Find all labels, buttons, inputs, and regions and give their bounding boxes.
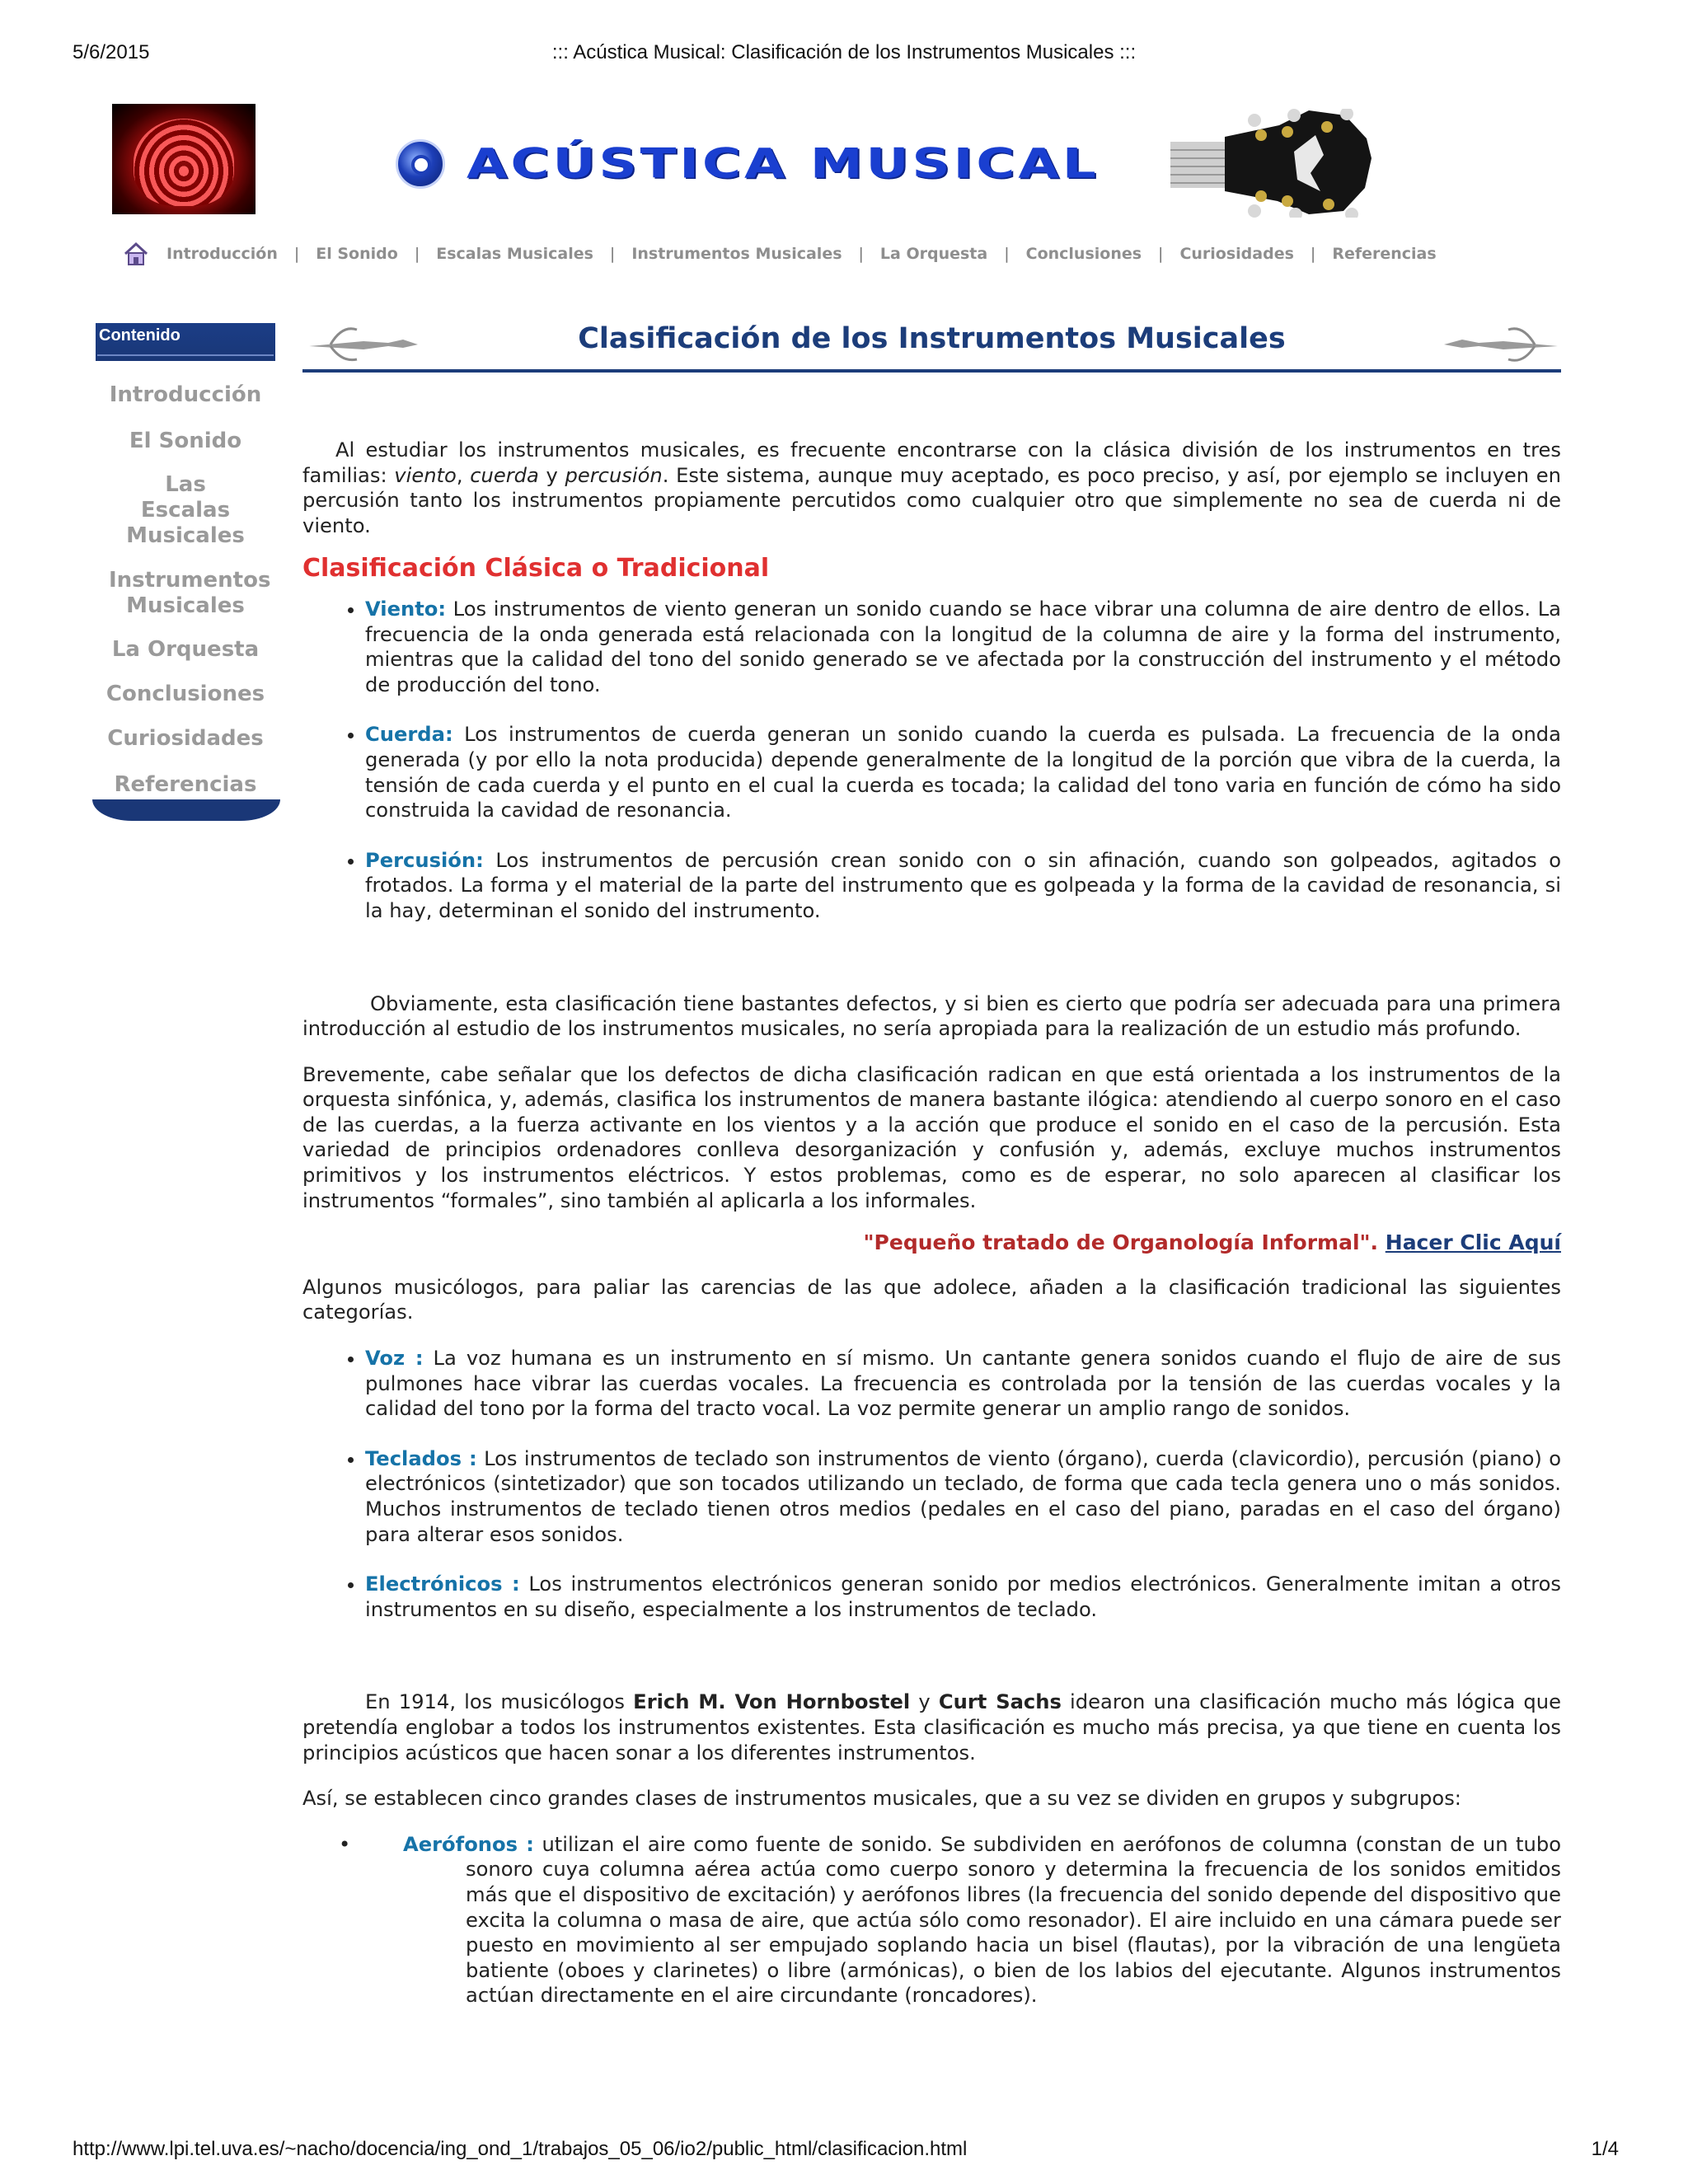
home-icon[interactable] xyxy=(122,240,150,268)
sidebar-item-el-sonido[interactable]: El Sonido xyxy=(129,429,242,453)
site-logo-text: ACÚSTICA MUSICAL xyxy=(467,140,1100,188)
treatise-quote: "Pequeño tratado de Organología Informal". xyxy=(863,1230,1379,1255)
topnav-conclusiones[interactable]: Conclusiones xyxy=(1025,245,1142,263)
extra-categories-intro: Algunos musicólogos, para paliar las carencias de las que adolece, añaden a la clasificación tradicional las siguientes categorías. xyxy=(302,1275,1561,1324)
extra-categories-list xyxy=(302,1346,1561,1622)
topnav-separator: | xyxy=(293,245,300,263)
classic-list xyxy=(302,597,1561,924)
topnav-referencias[interactable]: Referencias xyxy=(1332,245,1437,263)
main-content xyxy=(302,320,1561,2008)
sidebar-item-conclusiones[interactable]: Conclusiones xyxy=(106,682,265,706)
five-classes-paragraph: Así, se establecen cinco grandes clases de instrumentos musicales, que a su vez se dividen en grupos y subgrupos: xyxy=(302,1787,1461,1811)
topnav-instrumentos-musicales[interactable]: Instrumentos Musicales xyxy=(631,245,842,263)
sidebar-item-las-escalas-musicales[interactable]: Las Escalas Musicales xyxy=(126,472,245,548)
title-row xyxy=(302,320,1561,377)
top-navigation xyxy=(122,236,1437,272)
print-title: ::: Acústica Musical: Clasificación de los Instrumentos Musicales ::: xyxy=(551,41,1137,63)
treatise-link[interactable]: Hacer Clic Aquí xyxy=(1385,1230,1561,1255)
site-logo[interactable] xyxy=(396,138,1100,190)
topnav-separator: | xyxy=(414,245,420,263)
list-item: • Aerófonos : utilizan el aire como fuente de sonido. Se subdividen en aerófonos de columna (constan de un tubo sonoro cuya columna aérea actúa como cuerpo sonoro y determina la frecuencia de los sonidos emitidos más que el dispositivo de excitación) y aerófonos libres (la frecuencia del sonido depende del dispositivo que excita la columna o masa de aire, que actúa sólo como resonador). El aire incluido en una cámara puede ser puesto en movimiento al ser empujado soplando hacia un bisel (flautas), por la vibración de una lengüeta batiente (oboes y clarinetes) o libre (armónicas), o bien de los labios del ejecutante. Algunos instrumentos actúan directamente en el aire circundante (roncadores). xyxy=(339,1832,1561,2008)
topnav-separator: | xyxy=(858,245,864,263)
topnav-separator: | xyxy=(1310,245,1316,263)
print-page-number: 1/4 xyxy=(1591,2138,1619,2160)
sidebar-item-curiosidades[interactable]: Curiosidades xyxy=(107,726,264,751)
list-item: • Viento: Los instrumentos de viento generan un sonido cuando se hace vibrar una columna de aire dentro de ellos. La frecuencia de la onda generada está relacionada con la longitud de la columna de aire y la forma del instrumento, mientras que la calidad del tono del sonido generado se ve afectada por la construcción del instrumento y el método de producción del tono. xyxy=(365,597,1561,697)
list-item: • Cuerda: Los instrumentos de cuerda generan un sonido cuando la cuerda es pulsada. La frecuencia de la onda generada (y por ello la nota producida) depende generalmente de la longitud de la porción que vibra de la cuerda, la tensión de cada cuerda y el punto en el cual la cuerda es tocada; la calidad del tono varia en función de cómo ha sido construida la cavidad de resonancia. xyxy=(365,722,1561,823)
list-item: • Teclados : Los instrumentos de teclado son instrumentos de viento (órgano), cuerda (clavicordio), percusión (piano) o electrónicos (sintetizador) que son tocados utilizando un teclado, de forma que cada tecla genera uno o más sonidos. Muchos instrumentos de teclado tienen otros medios (pedales en el caso del piano, paradas en el caso del órgano) para alterar esos sonidos. xyxy=(365,1446,1561,1547)
sidebar-item-referencias[interactable]: Referencias xyxy=(114,772,257,797)
topnav-separator: | xyxy=(1004,245,1010,263)
topnav-separator: | xyxy=(1158,245,1164,263)
topnav-la-orquesta[interactable]: La Orquesta xyxy=(879,245,988,263)
topnav-separator: | xyxy=(609,245,616,263)
sidebar-footer-decoration xyxy=(92,799,280,821)
treatise-line xyxy=(302,1230,1561,1256)
speaker-logo-icon xyxy=(396,139,445,189)
print-date: 5/6/2015 xyxy=(73,41,150,63)
print-url: http://www.lpi.tel.uva.es/~nacho/docencia/ing_ond_1/trabajos_05_06/io2/public_html/clasificacion.html xyxy=(73,2138,968,2160)
topnav-el-sonido[interactable]: El Sonido xyxy=(316,245,398,263)
topnav-curiosidades[interactable]: Curiosidades xyxy=(1179,245,1294,263)
defects-detail-paragraph: Brevemente, cabe señalar que los defectos de dicha clasificación radican en que está orientada a los instrumentos de la orquesta sinfónica, y, además, clasifica los instrumentos de manera bastante ilógica: atendiendo al cuerpo sonoro en el caso de las cuerdas, a la fuerza activante en los vientos y a la acción que produce el sonido en el caso de la percusión. Esta variedad de principios ordenadores conlleva desorganización y confusión y, además, excluye muchos instrumentos primitivos y los instrumentos eléctricos. Y estos problemas, como es de esperar, no solo aparecen al clasificar los instrumentos “formales”, sino también al aplicarla a los informales. xyxy=(302,1062,1561,1212)
classic-heading: Clasificación Clásica o Tradicional xyxy=(302,554,770,583)
list-item: • Percusión: Los instrumentos de percusión crean sonido con o sin afinación, cuando son golpeados, agitados o frotados. La forma y el material de la parte del instrumento que es golpeada y la forma de la cavidad de resonancia, si la hay, determinan el sonido del instrumento. xyxy=(365,848,1561,924)
defects-paragraph: Obviamente, esta clasificación tiene bastantes defectos, y si bien es cierto que podría ser adecuada para una primera introducción al estudio de los instrumentos musicales, no sería apropiada para la realización de un estudio más profundo. xyxy=(302,991,1561,1041)
list-item: • Voz : La voz humana es un instrumento en sí mismo. Un cantante genera sonidos cuando el flujo de aire de sus pulmones hace vibrar las cuerdas vocales. La frecuencia es controlada por la tensión de las cuerdas vocales y la calidad del tono por la forma del tracto vocal. La voz permite generar un amplio rango de sonidos. xyxy=(365,1346,1561,1422)
sidebar-navigation xyxy=(92,379,279,798)
classes-list xyxy=(302,1832,1561,2008)
guitar-headstock-image xyxy=(1170,109,1385,218)
intro-paragraph: Al estudiar los instrumentos musicales, es frecuente encontrarse con la clásica división de los instrumentos en tres familias: viento, cuerda y percusión. Este sistema, aunque muy aceptado, es poco preciso, y así, por ejemplo se incluyen en percusión tanto los instrumentos propiamente percutidos como cualquier otro que simplemente no sea de cuerda ni de viento. xyxy=(302,438,1561,537)
sidebar-item-la-orquesta[interactable]: La Orquesta xyxy=(111,637,260,662)
sidebar-item-instrumentos-musicales[interactable]: Instrumentos Musicales xyxy=(109,568,271,618)
page-title: Clasificación de los Instrumentos Musicales xyxy=(578,322,1286,355)
topnav-escalas-musicales[interactable]: Escalas Musicales xyxy=(436,245,593,263)
hornbostel-sachs-paragraph: En 1914, los musicólogos Erich M. Von Hornbostel y Curt Sachs idearon una clasificación mucho más lógica que pretendía englobar a todos los instrumentos existentes. Esta clasificación es mucho más precisa, ya que tiene en cuenta los principios acústicos que hacen sonar a los diferentes instrumentos. xyxy=(302,1690,1561,1765)
right-ornament-icon xyxy=(1437,320,1561,369)
bullet-icon: • xyxy=(339,1832,351,1856)
list-item: • Electrónicos : Los instrumentos electrónicos generan sonido por medios electrónicos. Generalmente imitan a otros instrumentos en su diseño, especialmente a los instrumentos de teclado. xyxy=(365,1572,1561,1622)
sidebar-heading: Contenido xyxy=(96,323,275,361)
banner-lamp-image xyxy=(112,104,256,214)
topnav-introduccion[interactable]: Introducción xyxy=(166,245,278,263)
sidebar-item-introduccion[interactable]: Introducción xyxy=(109,382,262,407)
